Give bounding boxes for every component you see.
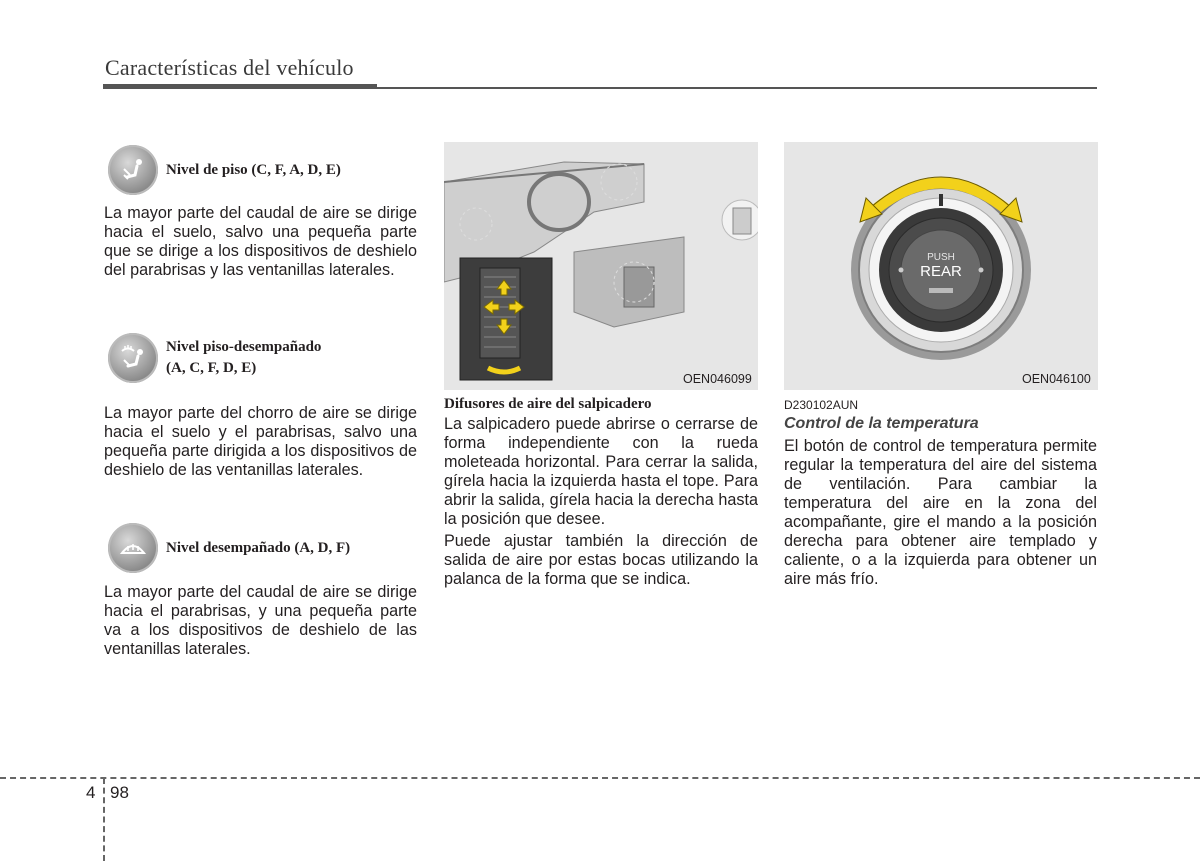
floor-defrost-mode-icon — [108, 333, 158, 383]
dashboard-illustration — [444, 142, 758, 390]
dashboard-vents-heading: Difusores de aire del salpicadero — [444, 396, 652, 412]
knob-push-label: PUSH — [927, 252, 955, 263]
temperature-control-heading: Control de la temperatura — [784, 415, 979, 432]
floor-mode-title: Nivel de piso (C, F, A, D, E) — [166, 161, 341, 178]
floor-defrost-mode-title-line2: (A, C, F, D, E) — [166, 360, 257, 376]
figure-code-right: OEN046100 — [1022, 372, 1091, 386]
page-number: 98 — [110, 783, 129, 802]
page-header-title: Características del vehículo — [105, 55, 354, 80]
floor-mode-heading — [108, 145, 341, 195]
section-reference-code: D230102AUN — [784, 398, 859, 412]
defrost-mode-text: La mayor parte del caudal de aire se dirige hacia el parabrisas, y una pequeña parte va a los dispositivos de deshielo de las ventanillas laterales. — [104, 583, 417, 658]
dashboard-vents-paragraph-1: La salpicadero puede abrirse o cerrarse de forma independiente con la rueda moleteada horizontal. Para cerrar la salida, gírela hacia la izquierda hasta el tope. Para abrir la salida, gírela hacia la derecha hasta la posición que desee. — [444, 415, 758, 528]
defrost-mode-icon — [108, 523, 158, 573]
header-rule-thin — [377, 87, 1097, 89]
chapter-number: 4 — [86, 783, 96, 802]
floor-mode-icon — [108, 145, 158, 195]
temperature-knob-figure — [784, 142, 1098, 390]
dashboard-vents-paragraph-2: Puede ajustar también la dirección de salida de aire por estas bocas utilizando la palanca de la forma que se indica. — [444, 532, 758, 588]
footer-vertical-dashed-rule — [103, 778, 105, 861]
floor-defrost-mode-heading — [108, 333, 321, 383]
figure-code-left: OEN046099 — [683, 372, 752, 386]
footer-dashed-rule — [0, 777, 1200, 779]
floor-defrost-mode-text: La mayor parte del chorro de aire se dirige hacia el suelo y el parabrisas, salvo una pequeña parte dirigida a los dispositivos de deshielo de las ventanillas laterales. — [104, 404, 417, 479]
defrost-mode-heading — [108, 523, 350, 573]
knob-rear-label: REAR — [920, 263, 962, 280]
dashboard-vents-figure — [444, 142, 758, 390]
floor-mode-text: La mayor parte del caudal de aire se dirige hacia el suelo, salvo una pequeña parte que se dirige a los dispositivos de deshielo del parabrisas y las ventanillas laterales. — [104, 204, 417, 279]
header-rule-thick — [103, 84, 377, 89]
temperature-control-paragraph: El botón de control de temperatura permite regular la temperatura del aire del sistema de ventilación. Para cambiar la temperatura del aire en la zona del acompañante, gire el mando a la posición derecha para obtener aire templado y caliente, o a la izquierda para obtener un aire más frío. — [784, 437, 1097, 588]
defrost-mode-title: Nivel desempañado (A, D, F) — [166, 539, 351, 556]
floor-defrost-mode-title-line1: Nivel piso-desempañado — [166, 339, 322, 355]
